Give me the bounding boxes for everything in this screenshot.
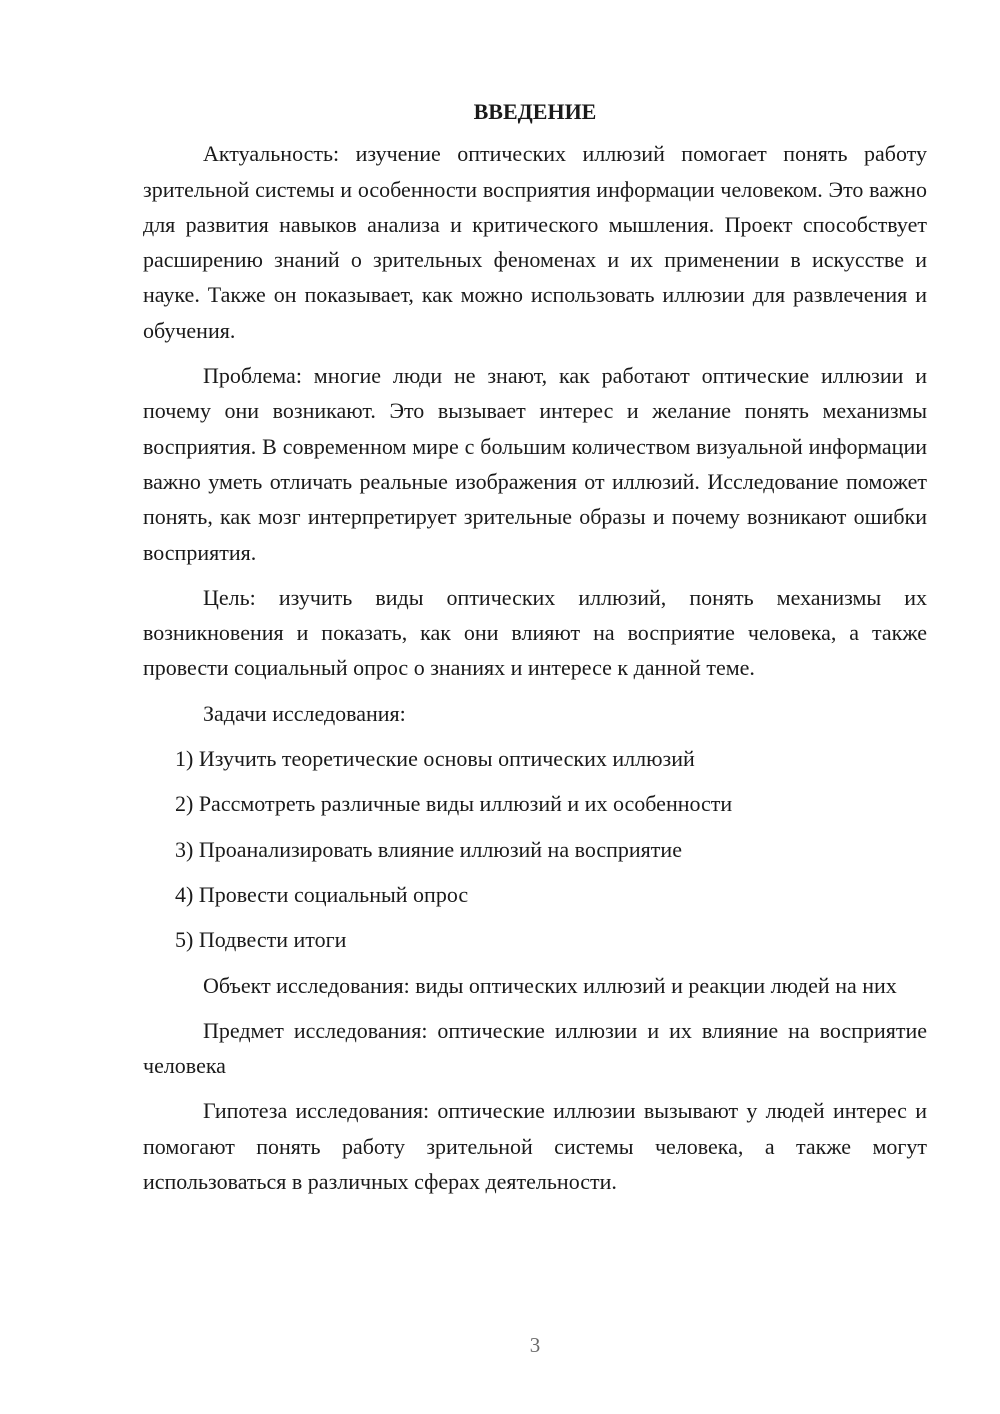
page-content: [143, 94, 927, 1209]
page-title: ВВЕДЕНИЕ: [473, 99, 597, 124]
paragraph-hypothesis: Гипотеза исследования: оптические иллюзии вызывают у людей интерес и помогают понять работу зрительной системы человека, а также могут использоваться в различных сферах деятельности.: [143, 1098, 927, 1195]
paragraph-object: Объект исследования: виды оптических иллюзий и реакции людей на них: [203, 972, 897, 998]
page-number: 3: [529, 1333, 541, 1357]
task-item: 1) Изучить теоретические основы оптических иллюзий: [175, 746, 695, 772]
paragraph-relevance: Актуальность: изучение оптических иллюзий помогает понять работу зрительной системы и особенности восприятия информации человеком. Это важно для развития навыков анализа и критического мышления. Проект способствует расширению знаний о зрительных феноменах и их применении в искусстве и науке. Также он показывает, как можно использовать иллюзии для развлечения и обучения.: [143, 141, 927, 343]
paragraph-problem: Проблема: многие люди не знают, как работают оптические иллюзии и почему они возникают. Это вызывает интерес и желание понять механизмы восприятия. В современном мире с большим количеством визуальной информации важно уметь отличать реальные изображения от иллюзий. Исследование поможет понять, как мозг интерпретирует зрительные образы и почему возникают ошибки восприятия.: [143, 363, 927, 565]
task-item: 5) Подвести итоги: [175, 927, 347, 953]
tasks-list: [143, 741, 927, 957]
task-item: 2) Рассмотреть различные виды иллюзий и их особенности: [175, 791, 733, 817]
paragraph-subject: Предмет исследования: оптические иллюзии и их влияние на восприятие человека: [143, 1017, 927, 1079]
paragraph-goal: Цель: изучить виды оптических иллюзий, понять механизмы их возникновения и показать, как они влияют на восприятие человека, а также провести социальный опрос о знаниях и интересе к данной теме.: [143, 584, 927, 681]
task-item: 4) Провести социальный опрос: [175, 881, 469, 907]
task-item: 3) Проанализировать влияние иллюзий на восприятие: [175, 836, 682, 862]
tasks-label: Задачи исследования:: [203, 700, 406, 726]
